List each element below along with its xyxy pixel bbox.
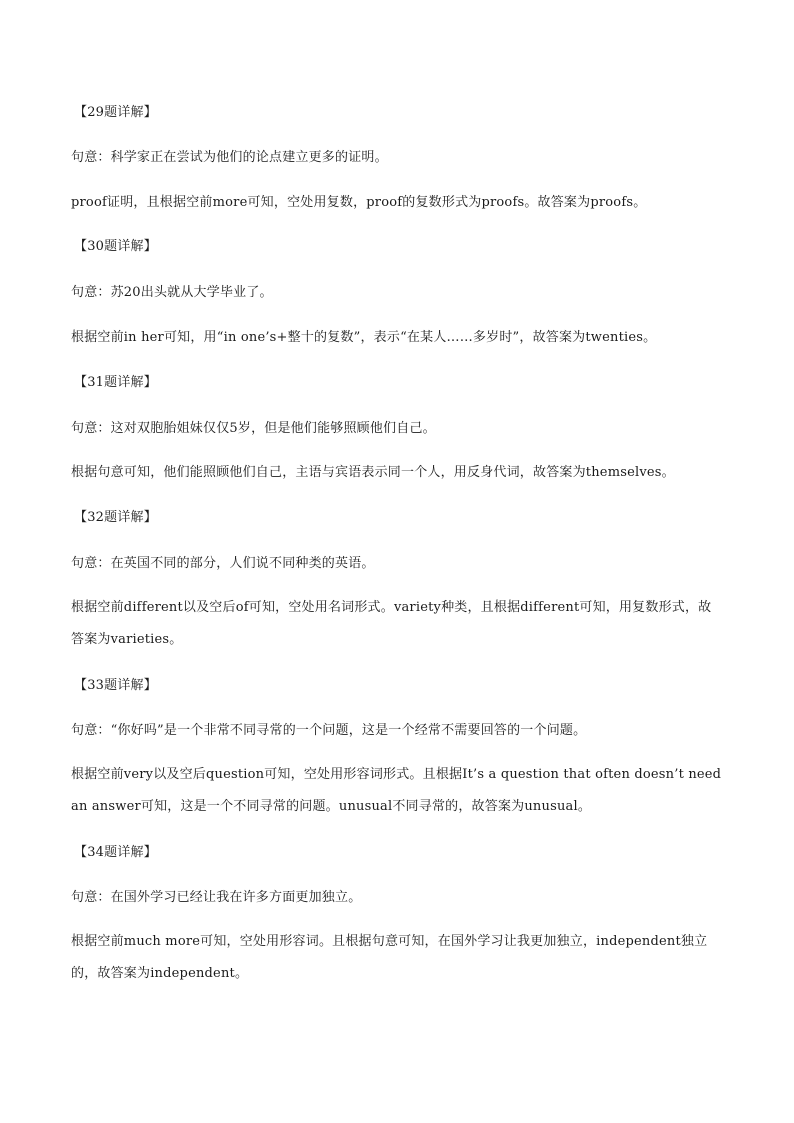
sentence-meaning: 句意：在英国不同的部分，人们说不同种类的英语。 <box>71 556 375 571</box>
section-heading: 【32题详解】 <box>74 510 157 525</box>
answer-explanation: 根据空前different以及空后of可知，空处用名词形式。variety种类，且根据different可知，用复数形式，故答案为varieties。 <box>71 600 712 647</box>
section-heading: 【29题详解】 <box>74 105 157 120</box>
sentence-meaning: 句意：科学家正在尝试为他们的论点建立更多的证明。 <box>71 150 388 165</box>
section-heading: 【30题详解】 <box>74 239 157 254</box>
sentence-meaning: 句意：在国外学习已经让我在许多方面更加独立。 <box>71 890 362 905</box>
sentence-meaning: 句意：“你好吗”是一个非常不同寻常的一个问题，这是一个经常不需要回答的一个问题。 <box>71 723 587 738</box>
section-heading: 【33题详解】 <box>74 678 157 693</box>
answer-explanation: proof证明，且根据空前more可知，空处用复数，proof的复数形式为proofs。故答案为proofs。 <box>71 195 647 210</box>
answer-explanation: 根据空前in her可知，用“in one’s+整十的复数”，表示“在某人……多岁时”，故答案为twenties。 <box>71 330 657 345</box>
answer-explanation: 根据空前very以及空后question可知，空处用形容词形式。且根据It’s a question that often doesn’t need an answer可知，这是一个不同寻常的问题。unusual不同寻常的，故答案为unusual。 <box>71 767 722 814</box>
section-heading: 【31题详解】 <box>74 375 157 390</box>
section-heading: 【34题详解】 <box>74 845 157 860</box>
answer-explanation: 根据句意可知，他们能照顾他们自己，主语与宾语表示同一个人，用反身代词，故答案为themselves。 <box>71 465 675 480</box>
sentence-meaning: 句意：苏20出头就从大学毕业了。 <box>71 285 273 300</box>
answer-explanation: 根据空前much more可知，空处用形容词。且根据句意可知，在国外学习让我更加独立，independent独立的，故答案为independent。 <box>71 934 708 981</box>
sentence-meaning: 句意：这对双胞胎姐妹仅仅5岁，但是他们能够照顾他们自己。 <box>71 421 436 436</box>
